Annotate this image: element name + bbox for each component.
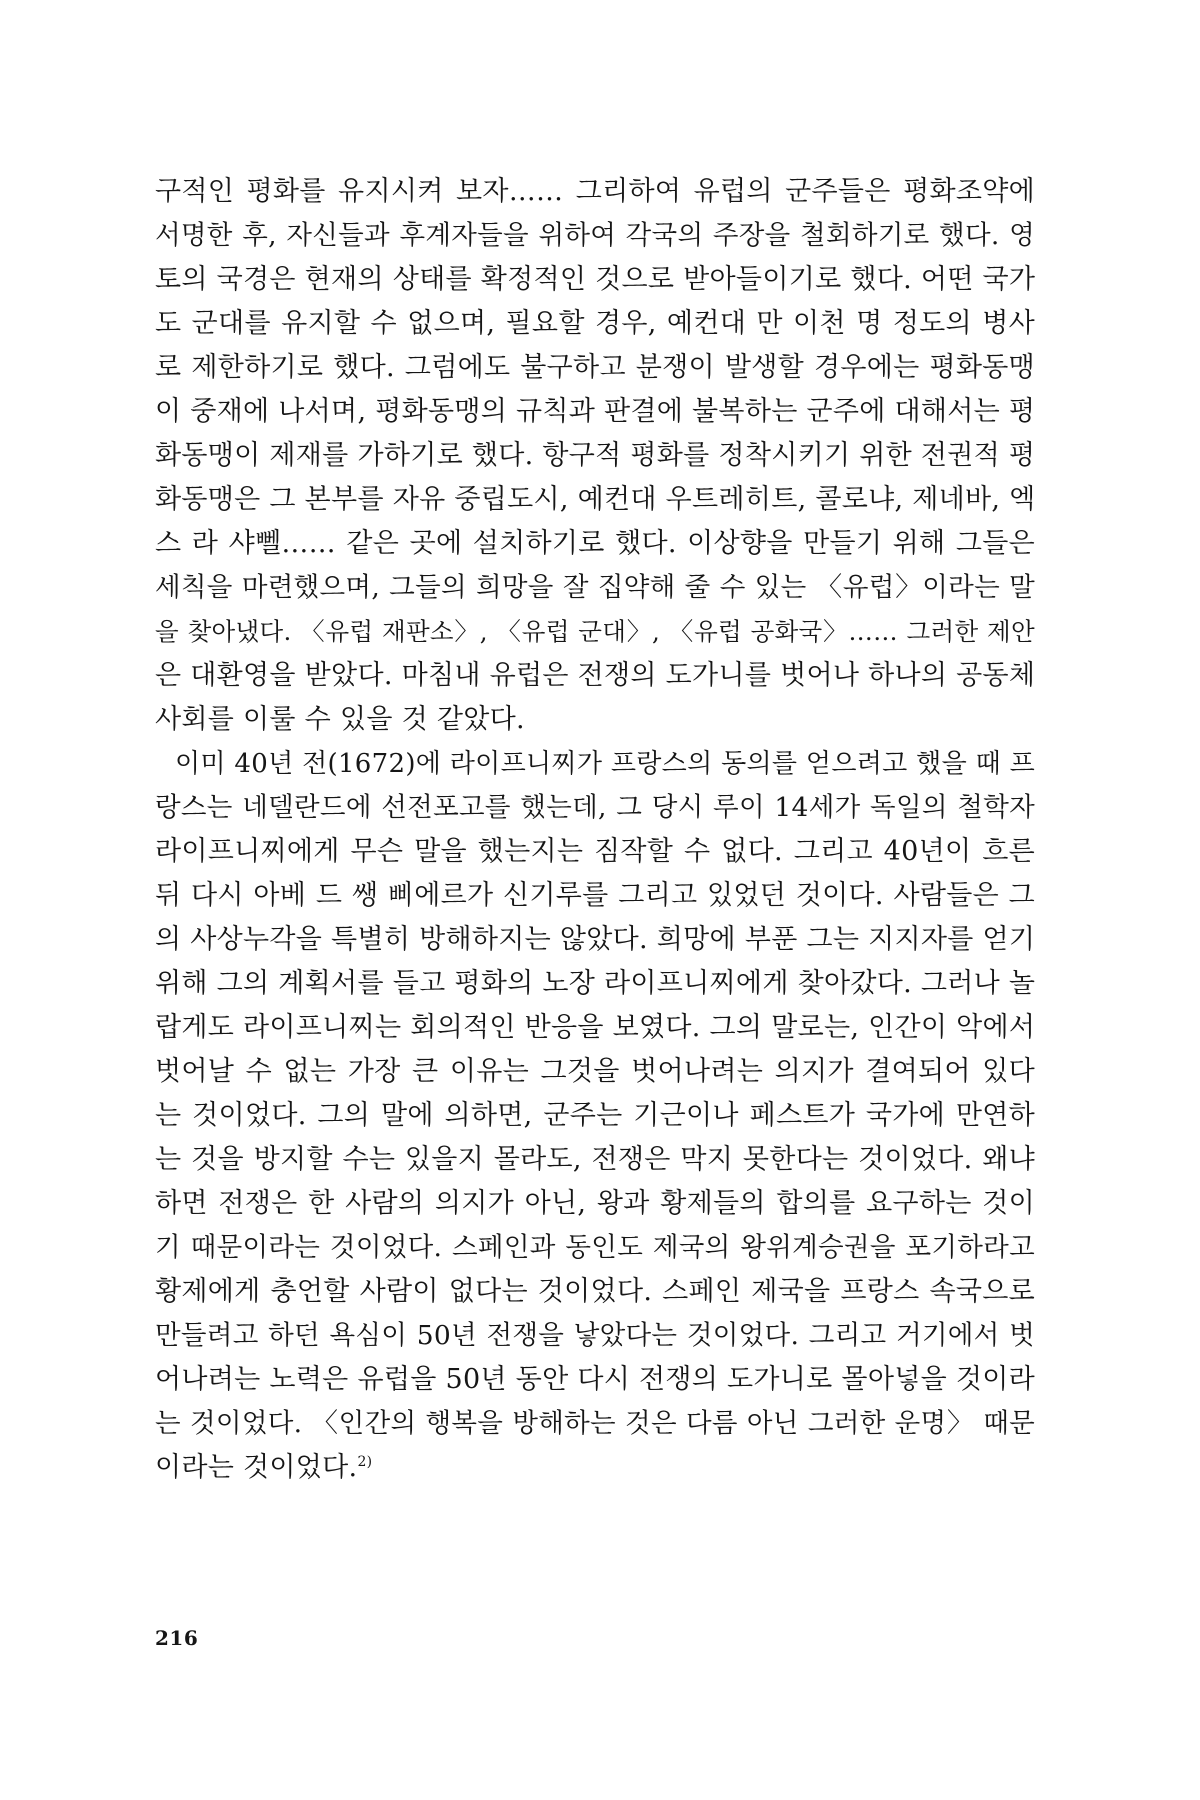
text-line: 랑스는 네델란드에 선전포고를 했는데, 그 당시 루이 14세가 독일의 철학자 [155,792,1035,823]
text-line: 도 군대를 유지할 수 없으며, 필요할 경우, 예컨대 만 이천 명 정도의 병사 [155,308,1035,339]
text-line: 화동맹이 제재를 가하기로 했다. 항구적 평화를 정착시키기 위한 전권적 평 [155,440,1036,471]
text-line: 이미 40년 전(1672)에 라이프니찌가 프랑스의 동의를 얻으려고 했을 때 프 [175,749,1035,779]
text-line: 황제에게 충언할 사람이 없다는 것이었다. 스페인 제국을 프랑스 속국으로 [155,1276,1035,1307]
text-line: 세칙을 마련했으며, 그들의 희망을 잘 집약해 줄 수 있는 〈유럽〉이라는 말 [155,572,1035,603]
text-line: 이 중재에 나서며, 평화동맹의 규칙과 판결에 불복하는 군주에 대해서는 평 [155,396,1036,427]
text-line: 로 제한하기로 했다. 그럼에도 불구하고 분쟁이 발생할 경우에는 평화동맹 [155,352,1035,383]
text-line: 벗어날 수 없는 가장 큰 이유는 그것을 벗어나려는 의지가 결여되어 있다 [155,1056,1035,1087]
text-line: 스 라 샤뻴…… 같은 곳에 설치하기로 했다. 이상향을 만들기 위해 그들은 [155,528,1035,559]
footnote-marker: 2) [357,1454,373,1470]
text-line: 랍게도 라이프니찌는 회의적인 반응을 보였다. 그의 말로는, 인간이 악에서 [155,1012,1036,1043]
text-line: 뒤 다시 아베 드 쌩 삐에르가 신기루를 그리고 있었던 것이다. 사람들은 그 [155,880,1035,911]
text-line: 이라는 것이었다. [155,1452,358,1483]
body-text [155,170,1035,1490]
text-line: 을 찾아냈다. 〈유럽 재판소〉, 〈유럽 군대〉, 〈유럽 공화국〉…… 그러한 제안 [155,617,1035,646]
text-line: 서명한 후, 자신들과 후계자들을 위하여 각국의 주장을 철회하기로 했다. 영 [155,220,1035,251]
paragraph-2 [155,742,1035,1490]
text-line: 의 사상누각을 특별히 방해하지는 않았다. 희망에 부푼 그는 지지자를 얻기 [155,924,1036,955]
text-line: 어나려는 노력은 유럽을 50년 동안 다시 전쟁의 도가니로 몰아넣을 것이라 [155,1364,1035,1395]
text-line: 기 때문이라는 것이었다. 스페인과 동인도 제국의 왕위계승권을 포기하라고 [155,1232,1035,1263]
text-line: 는 것을 방지할 수는 있을지 몰라도, 전쟁은 막지 못한다는 것이었다. 왜냐 [155,1144,1035,1175]
text-line: 토의 국경은 현재의 상태를 확정적인 것으로 받아들이기로 했다. 어떤 국가 [155,264,1036,295]
text-line: 라이프니찌에게 무슨 말을 했는지는 짐작할 수 없다. 그리고 40년이 흐른 [155,836,1035,867]
text-line: 하면 전쟁은 한 사람의 의지가 아닌, 왕과 황제들의 합의를 요구하는 것이 [155,1188,1035,1219]
text-line: 은 대환영을 받았다. 마침내 유럽은 전쟁의 도가니를 벗어나 하나의 공동체 [155,660,1036,691]
paragraph-1 [155,170,1035,742]
final-line [155,1446,1035,1490]
text-line: 는 것이었다. 그의 말에 의하면, 군주는 기근이나 페스트가 국가에 만연하 [155,1100,1035,1131]
page-number: 216 [155,1626,199,1650]
text-line: 는 것이었다. 〈인간의 행복을 방해하는 것은 다름 아닌 그러한 운명〉 때문 [155,1408,1035,1439]
text-line: 만들려고 하던 욕심이 50년 전쟁을 낳았다는 것이었다. 그리고 거기에서 벗 [155,1320,1035,1351]
text-line: 구적인 평화를 유지시켜 보자…… 그리하여 유럽의 군주들은 평화조약에 [155,176,1035,207]
text-line: 화동맹은 그 본부를 자유 중립도시, 예컨대 우트레히트, 콜로냐, 제네바, 엑 [155,484,1036,515]
text-line: 위해 그의 계획서를 들고 평화의 노장 라이프니찌에게 찾아갔다. 그러나 놀 [155,968,1036,999]
text-line: 사회를 이룰 수 있을 것 같았다. [155,704,525,735]
